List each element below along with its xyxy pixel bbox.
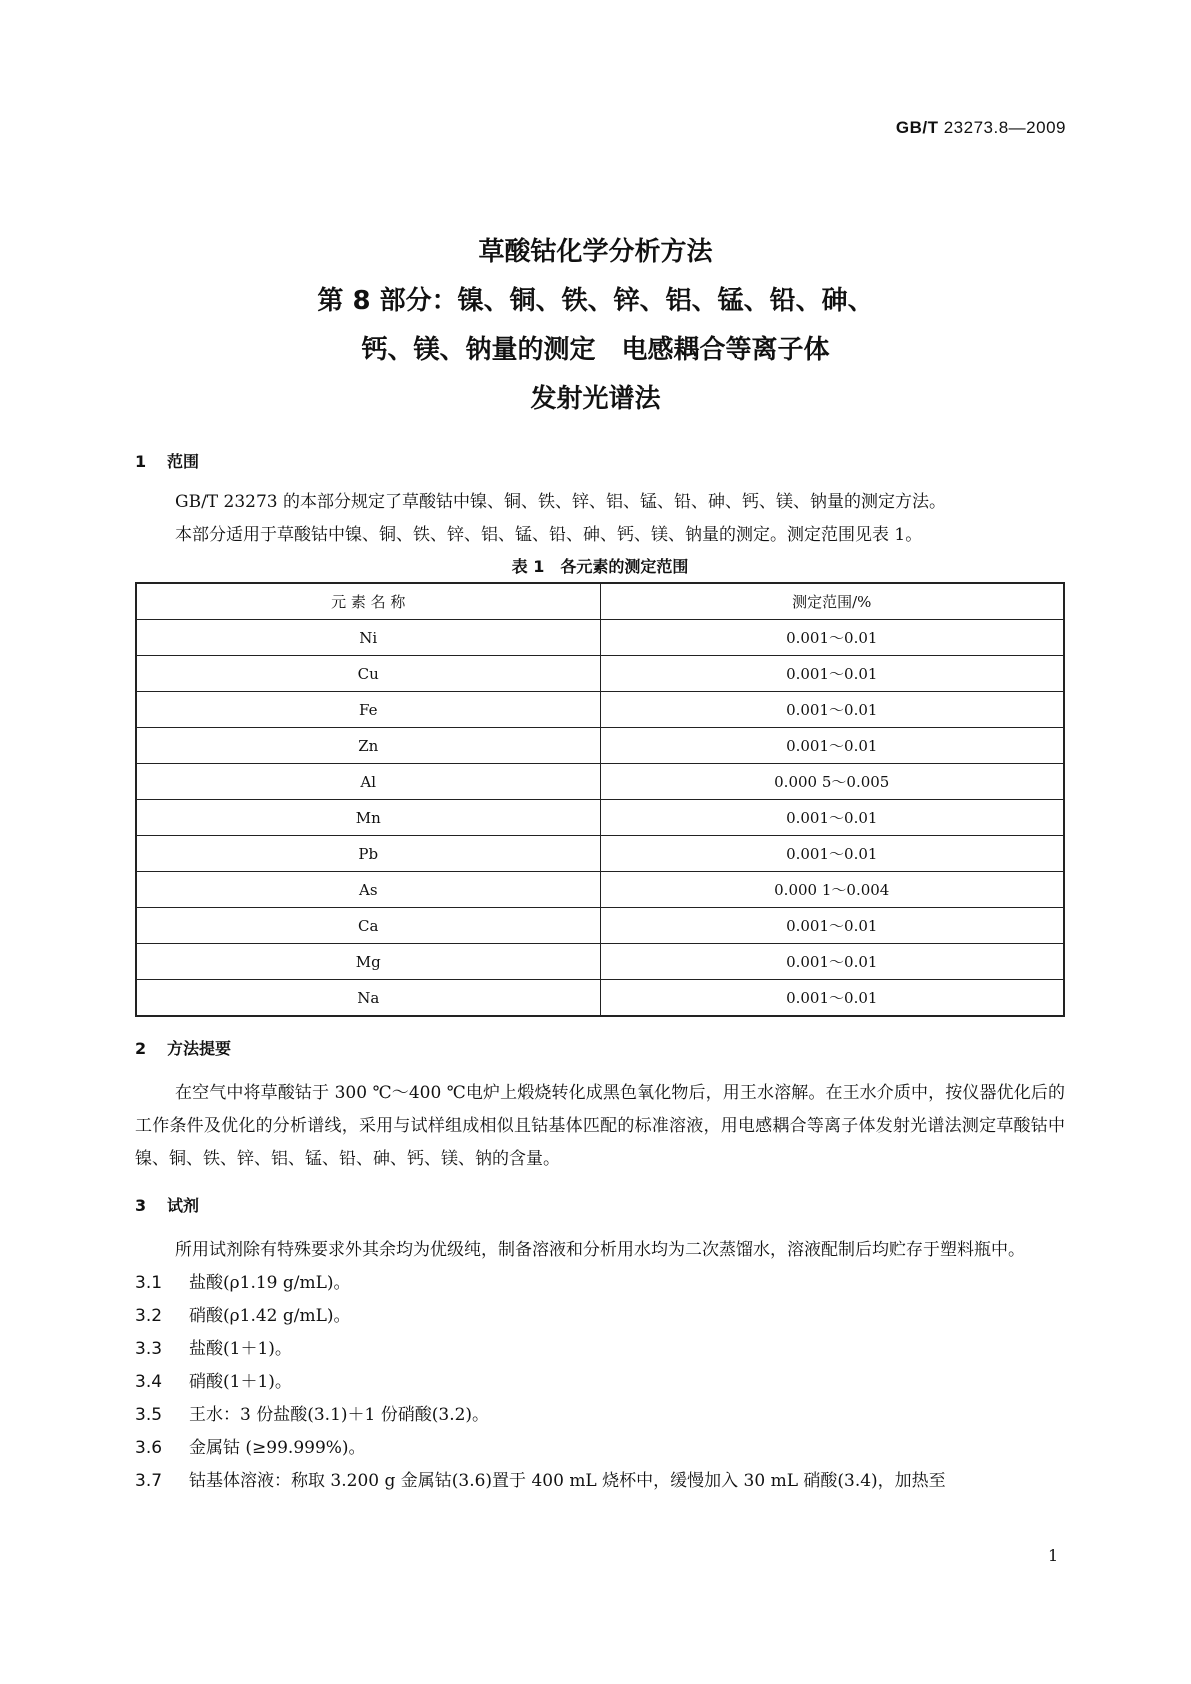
section-heading-scope: [135, 446, 1065, 478]
document-body: [135, 446, 1065, 1498]
table-row: [136, 836, 1064, 872]
table-row: [136, 728, 1064, 764]
standard-code: [896, 118, 1066, 138]
table-cell: Mg: [136, 944, 600, 980]
table-row: [136, 908, 1064, 944]
title-line: 草酸钴化学分析方法: [478, 237, 713, 267]
table-row: [136, 944, 1064, 980]
table-cell: 0.001～0.01: [600, 836, 1064, 872]
standard-prefix: GB/T: [895, 118, 939, 137]
table-cell: 0.000 5～0.005: [600, 764, 1064, 800]
item-number: 3.6: [135, 1438, 163, 1458]
item-number: 3.3: [135, 1339, 163, 1359]
reagent-item: [135, 1300, 1065, 1333]
item-text: 盐酸(ρ1.19 g/mL)。: [189, 1273, 351, 1293]
paragraph: 所用试剂除有特殊要求外其余均为优级纯，制备溶液和分析用水均为二次蒸馏水，溶液配制后均贮存于塑料瓶中。: [175, 1240, 1025, 1260]
section-heading-reagents: [135, 1190, 1065, 1222]
section-title: 方法提要: [167, 1039, 232, 1058]
section-title: 试剂: [167, 1196, 200, 1215]
table-cell: Na: [136, 980, 600, 1017]
table-cell: 0.001～0.01: [600, 728, 1064, 764]
section-title: 范围: [167, 452, 200, 471]
table-cell: 0.001～0.01: [600, 980, 1064, 1017]
section-number: 2: [135, 1039, 147, 1058]
title-line: 第 8 部分：镍、铜、铁、锌、铝、锰、铅、砷、: [317, 286, 874, 316]
table-cell: Ca: [136, 908, 600, 944]
table-row: [136, 800, 1064, 836]
reagent-item: [135, 1399, 1065, 1432]
table-row: [136, 656, 1064, 692]
item-text: 钴基体溶液：称取 3.200 g 金属钴(3.6)置于 400 mL 烧杯中，缓慢加入 30 mL 硝酸(3.4)，加热至: [189, 1471, 946, 1491]
table-cell: Fe: [136, 692, 600, 728]
element-range-table: [135, 582, 1065, 1017]
reagent-item: [135, 1267, 1065, 1300]
section-heading-method-summary: [135, 1033, 1065, 1065]
item-text: 硝酸(ρ1.42 g/mL)。: [189, 1306, 351, 1326]
standard-number: 23273.8—2009: [943, 118, 1066, 137]
section-number: 1: [135, 452, 147, 471]
table-cell: 0.001～0.01: [600, 620, 1064, 656]
item-number: 3.1: [135, 1273, 163, 1293]
table-row: [136, 692, 1064, 728]
table-cell: Mn: [136, 800, 600, 836]
table-cell: 0.001～0.01: [600, 800, 1064, 836]
item-text: 硝酸(1＋1)。: [189, 1372, 292, 1392]
section-number: 3: [135, 1196, 147, 1215]
table-row: [136, 764, 1064, 800]
reagent-item: [135, 1465, 1065, 1498]
table-header-row: [136, 583, 1064, 620]
table-caption: 表 1 各元素的测定范围: [511, 557, 689, 576]
item-number: 3.5: [135, 1405, 163, 1425]
table-cell: 0.000 1～0.004: [600, 872, 1064, 908]
document-title: [0, 228, 1191, 424]
paragraph: 在空气中将草酸钴于 300 ℃～400 ℃电炉上煅烧转化成黑色氧化物后，用王水溶解。在王水介质中，按仪器优化后的工作条件及优化的分析谱线，采用与试样组成相似且钴基体匹配的标准溶液，用电感耦合等离子体发射光谱法测定草酸钴中镍、铜、铁、锌、铝、锰、铅、砷、钙、镁、钠的含量。: [135, 1083, 1065, 1169]
table-cell: As: [136, 872, 600, 908]
item-number: 3.2: [135, 1306, 163, 1326]
table-cell: Zn: [136, 728, 600, 764]
table-cell: Pb: [136, 836, 600, 872]
table-cell: 0.001～0.01: [600, 656, 1064, 692]
table-cell: Al: [136, 764, 600, 800]
paragraph: 本部分适用于草酸钴中镍、铜、铁、锌、铝、锰、铅、砷、钙、镁、钠量的测定。测定范围见表 1。: [175, 525, 923, 545]
table-header-cell: 元 素 名 称: [136, 583, 600, 620]
table-cell: 0.001～0.01: [600, 692, 1064, 728]
title-line: 钙、镁、钠量的测定 电感耦合等离子体: [361, 335, 830, 365]
paragraph: GB/T 23273 的本部分规定了草酸钴中镍、铜、铁、锌、铝、锰、铅、砷、钙、镁、钠量的测定方法。: [175, 492, 947, 512]
table-cell: Cu: [136, 656, 600, 692]
page-number: 1: [1048, 1546, 1059, 1565]
reagent-item: [135, 1366, 1065, 1399]
item-text: 盐酸(1＋1)。: [189, 1339, 292, 1359]
table-row: [136, 872, 1064, 908]
table-row: [136, 620, 1064, 656]
table-cell: 0.001～0.01: [600, 944, 1064, 980]
reagent-item: [135, 1432, 1065, 1465]
item-text: 金属钴 (≥99.999%)。: [189, 1438, 366, 1458]
table-header-cell: 测定范围/%: [600, 583, 1064, 620]
item-number: 3.7: [135, 1471, 163, 1491]
table-cell: Ni: [136, 620, 600, 656]
item-number: 3.4: [135, 1372, 163, 1392]
table-row: [136, 980, 1064, 1017]
reagent-item: [135, 1333, 1065, 1366]
item-text: 王水：3 份盐酸(3.1)＋1 份硝酸(3.2)。: [189, 1405, 490, 1425]
title-line: 发射光谱法: [530, 384, 661, 414]
table-cell: 0.001～0.01: [600, 908, 1064, 944]
